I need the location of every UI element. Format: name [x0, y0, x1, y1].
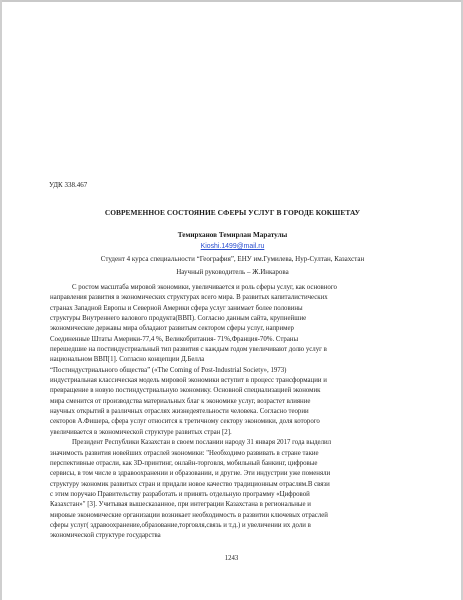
- author-email-link[interactable]: Kioshi.1499@mail.ru: [200, 243, 265, 250]
- body-line: превращение в новую постиндустриальную экономику. Основной специализацией экономик: [50, 387, 321, 395]
- body-line: странах Западной Европы и Северной Америки сфера услуг занимает более половины: [50, 304, 303, 312]
- body-line: с этим поручаю Правительству разработать и принять отдельную программу «Цифровой: [50, 490, 310, 498]
- body-line: Казахстан»" [3]. Учитывая вышесказанное, при интеграции Казахстана в региональные и: [50, 501, 311, 509]
- body-line: национальном ВВП[1]. Согласно концепции Д.Белла: [50, 356, 205, 364]
- body-line: “Постиндустриального общества” («The Coming of Post-Industrial Society», 1973): [50, 366, 287, 374]
- body-line: сферы услуг( здравоохранение,образование,торговля,связь и т.д.) и увеличении их доли в: [50, 521, 311, 529]
- body-line: значимость развития новейших отраслей экономики: "Необходимо развивать в стране такие: [50, 449, 319, 457]
- body-line: экономической структуре государства: [50, 532, 161, 540]
- article-body: [50, 283, 416, 542]
- body-line: научных открытий в различных отраслях жизнедеятельности человека. Согласно теории: [50, 408, 309, 416]
- udk-code: УДК 338.467: [49, 181, 88, 189]
- scientific-advisor: Научный руководитель – Ж.Инкарова: [176, 268, 289, 276]
- body-line: сервисы, в том числе в здравоохранении и образовании, и другие. Эти индустрии уже поменяли: [50, 470, 331, 478]
- body-line: Президент Республики Казахстан в своем послании народу 31 января 2017 года выделил: [72, 439, 332, 447]
- body-line: Соединенные Штаты Америки-77,4 %, Великобритания- 71%,Франция-70%. Страны: [50, 335, 299, 343]
- page-left-edge: [0, 0, 2, 600]
- body-line: индустриальная классическая модель мировой экономики вступит в процесс трансформации и: [50, 377, 327, 385]
- body-line: увеличивается в экономической структуре развитых стран [2].: [50, 428, 232, 436]
- body-line: мировые экономические организации возникает необходимость в развитии ключевых отраслей: [50, 511, 328, 519]
- body-line: секторов А.Фишера, сфера услуг относится к третичному сектору экономики, доля которого: [50, 418, 320, 426]
- body-line: структуры Внутреннего валового продукта(ВВП). Согласно данным сайта, крупнейшие: [50, 315, 307, 323]
- body-line: С ростом масштаба мировой экономики, увеличивается и роль сферы услуг, как основного: [72, 284, 337, 291]
- body-line: мира сменится от производства материальных благ к экономике услуг, возрастет влияние: [50, 397, 311, 405]
- article-title: СОВРЕМЕННОЕ СОСТОЯНИЕ СФЕРЫ УСЛУГ В ГОРОДЕ КОКШЕТАУ: [104, 208, 361, 217]
- author-name: Темирханов Темирлан Маратулы: [177, 231, 288, 239]
- page-top-edge: [0, 0, 463, 2]
- body-line: экономические державы мира обладают развитым сектором сферы услуг, например: [50, 325, 294, 333]
- body-line: структуру экономик развитых стран и придали новое качество традиционным отраслям.В связи: [50, 480, 330, 488]
- body-line: направления развития в экономических структурах всего мира. В развитых капиталистических: [50, 294, 328, 302]
- author-affiliation: Студент 4 курса специальности “География”, ЕНУ им.Гумилева, Нур-Султан, Казахстан: [100, 255, 365, 263]
- body-line: перешедшие на постиндустриальный тип развития с каждым годом увеличивают долю услуг в: [50, 346, 327, 354]
- page-number: 1243: [224, 555, 239, 562]
- body-line: перспективные отрасли, как 3D-принтинг, онлайн-торговля, мобильный банкинг, цифровые: [50, 459, 318, 467]
